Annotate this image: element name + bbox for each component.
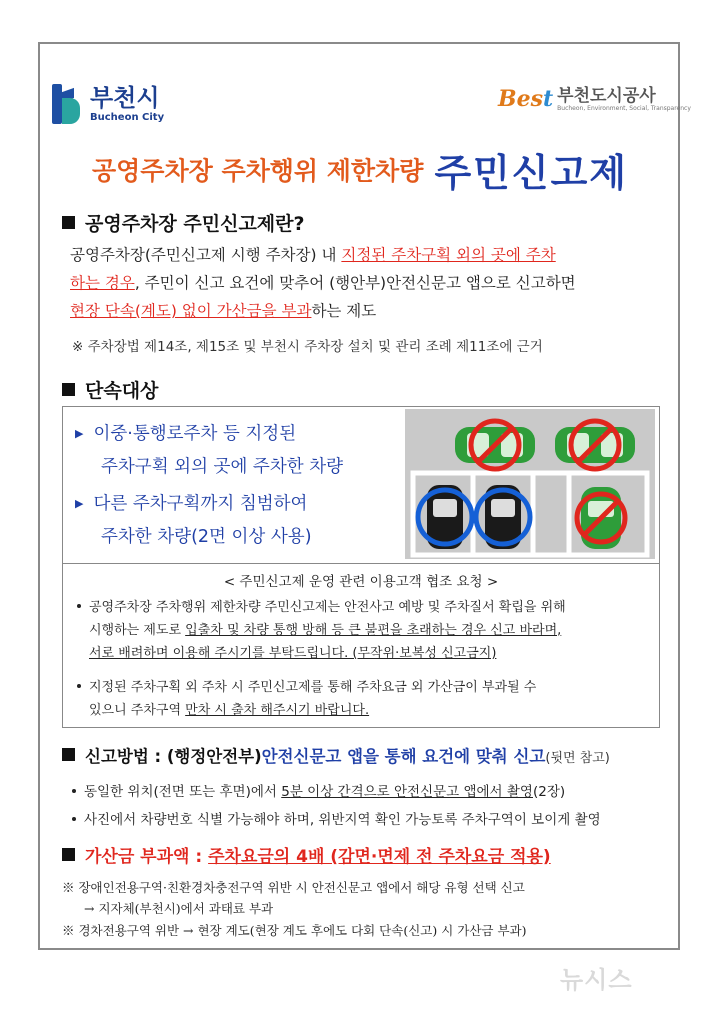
square-bullet-icon [62, 848, 75, 861]
bucheon-corporation-logo [498, 86, 691, 112]
logo-left-name: 부천시 [90, 83, 160, 112]
title-part2: 주민신고제 [434, 151, 628, 195]
square-bullet-icon [62, 216, 75, 229]
best-logo-icon: Best [498, 86, 554, 112]
logo-right-english: Bucheon, Environment, Social, Transparency [557, 104, 691, 112]
newsis-watermark: 뉴시스 [560, 966, 633, 994]
target-item-1-line2: 주차구획 외의 곳에 주차한 차량 [101, 457, 344, 477]
method-bullet-1: 동일한 위치(전면 또는 후면)에서 5분 이상 간격으로 안전신문고 앱에서 촬영(2장) [72, 780, 565, 800]
section4-heading: 가산금 부과액 : 주차요금의 4배 (감면·면제 전 주차요금 적용) [62, 842, 551, 867]
green-car-icon [577, 487, 625, 549]
parking-illustration [405, 409, 655, 559]
square-bullet-icon [62, 383, 75, 396]
triangle-arrow-icon: ▶ [75, 427, 84, 440]
section1-paragraph: 공영주차장(주민신고제 시행 주차장) 내 지정된 주차구획 외의 곳에 주차 하는 경우, 주민이 신고 요건에 맞추어 (행안부)안전신문고 앱으로 신고하면 현장 단속(계도) 없이 가산금을 부과하는 제도 [70, 246, 576, 320]
target-item-2-line2: 주차한 차량(2면 이상 사용) [101, 527, 312, 547]
bucheon-emblem-icon [52, 84, 82, 124]
page-title [40, 142, 680, 197]
green-car-icon [555, 421, 635, 469]
target-item-1: ▶ 이중·통행로주차 등 지정된 [75, 424, 297, 444]
cooperation-request-box [62, 564, 660, 728]
footnote-1: ※ 장애인전용구역·친환경차충전구역 위반 시 안전신문고 앱에서 해당 유형 선택 신고 → 지자체(부천시)에서 과태료 부과 [62, 880, 525, 916]
logo-right-name: 부천도시공사 [557, 85, 656, 106]
triangle-arrow-icon: ▶ [75, 497, 84, 510]
logo-left-english: Bucheon City [90, 111, 165, 123]
green-car-icon [455, 421, 535, 469]
title-part1: 공영주차장 주차행위 제한차량 [92, 156, 424, 186]
parking-lot-svg [405, 409, 655, 559]
footnote-2: ※ 경차전용구역 위반 → 현장 계도(현장 계도 후에도 다회 단속(신고) 시 가산금 부과) [62, 923, 527, 938]
method-bullet-2: 사진에서 차량번호 식별 가능해야 하며, 위반지역 확인 가능토록 주차구역이 보이게 촬영 [72, 808, 601, 828]
request-paragraph-1: 공영주차장 주차행위 제한차량 주민신고제는 안전사고 예방 및 주차질서 확립을 위해 시행하는 제도로 입출차 및 차량 통행 방해 등 큰 불편을 초래하는 경우 신고 바라며, 서로 배려하며 이용해 주시기를 부탁드립니다. (무작위·보복성 신고금지) [77, 596, 566, 665]
bucheon-city-logo [52, 84, 164, 124]
request-paragraph-2: 지정된 주차구획 외 주차 시 주민신고제를 통해 주차요금 외 가산금이 부과될 수 있으니 주차구역 만차 시 출차 해주시기 바랍니다. [77, 676, 536, 722]
enforcement-target-box [62, 406, 660, 564]
section1-heading: 공영주차장 주민신고제란? [62, 209, 305, 236]
square-bullet-icon [62, 748, 75, 761]
target-item-2: ▶ 다른 주차구획까지 침범하여 [75, 494, 308, 514]
legal-basis-note: ※ 주차장법 제14조, 제15조 및 부천시 주차장 설치 및 관리 조례 제11조에 근거 [72, 339, 543, 355]
section3-heading: 신고방법 : (행정안전부)안전신문고 앱을 통해 요건에 맞춰 신고(뒷면 참고) [62, 743, 610, 767]
request-heading: < 주민신고제 운영 관련 이용고객 협조 요청 > [223, 574, 499, 590]
section2-heading: 단속대상 [62, 376, 158, 403]
